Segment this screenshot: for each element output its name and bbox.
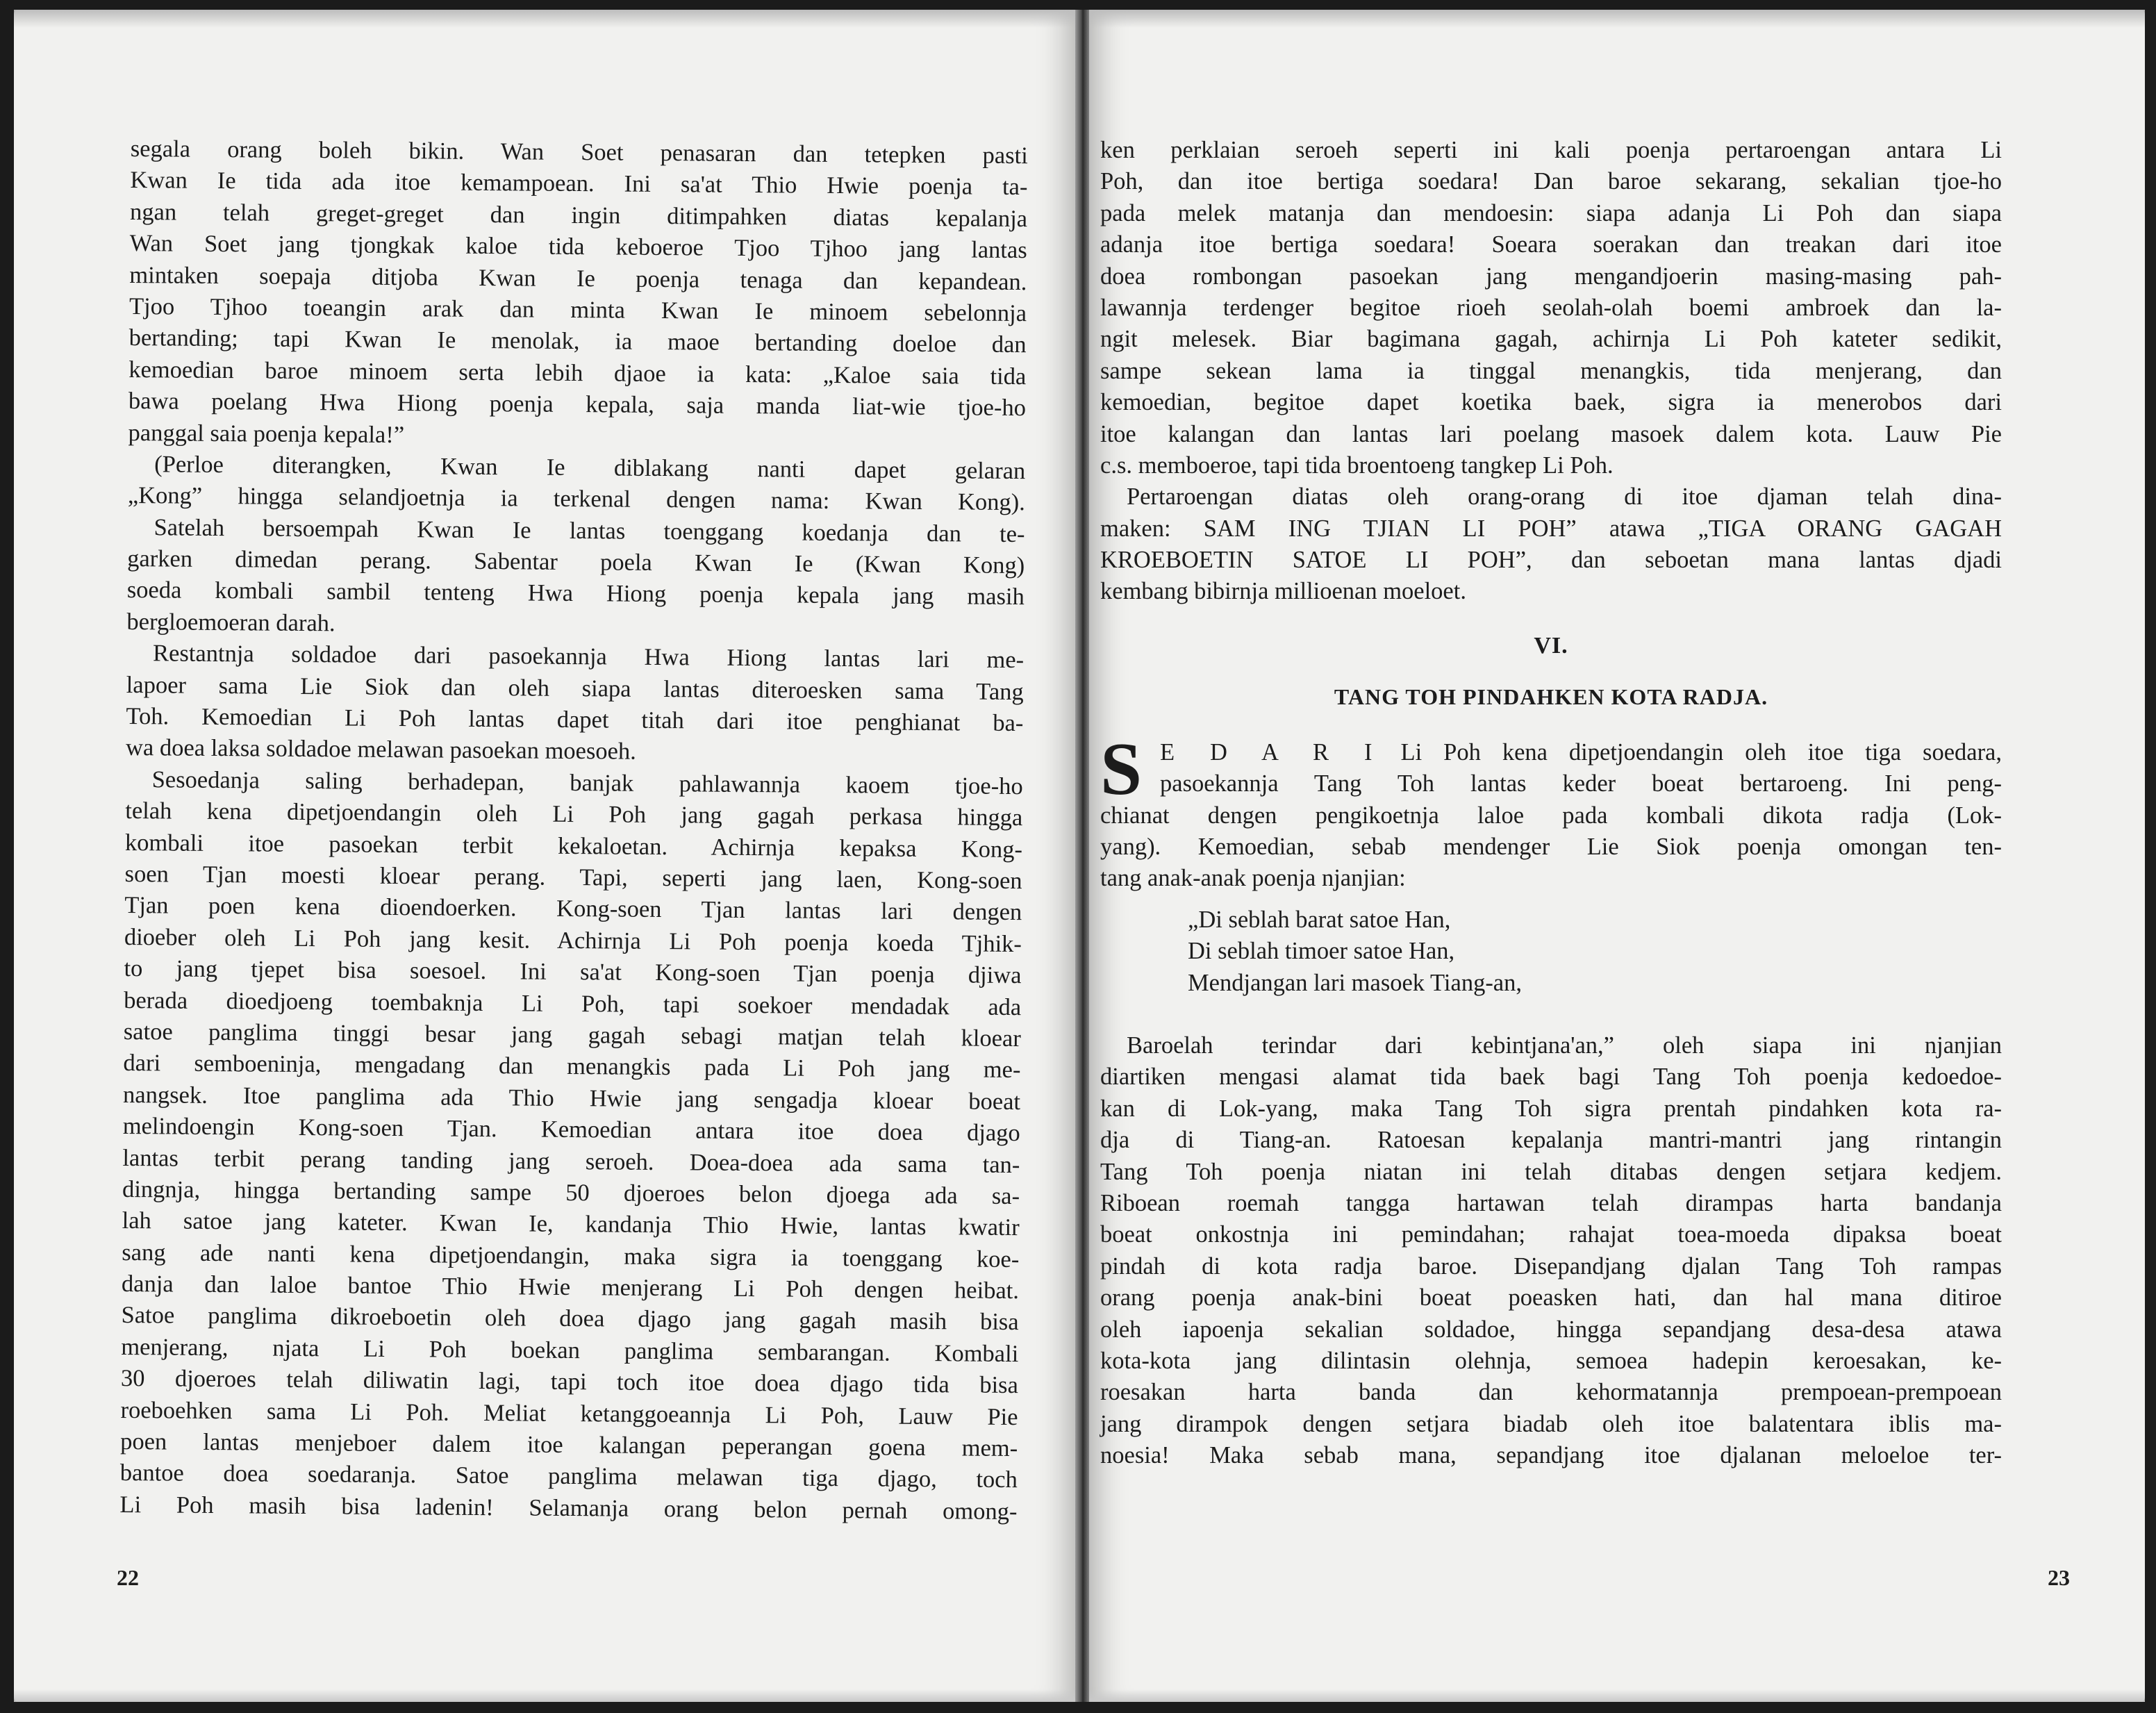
text-line: noesia! Maka sebab mana, sepandjang itoe djalanan meloeloe ter- <box>1100 1442 2002 1469</box>
text-line: roeboehken sama Li Poh. Meliat ketanggoeannja Li Poh, Lauw Pie <box>120 1396 1018 1430</box>
text-line: to jang tjepet bisa soesoel. Ini sa'at Kong-soen Tjan poenja djiwa <box>124 955 1022 989</box>
text-line: „Kong” hingga selandjoetnja ia terkenal dengen nama: Kwan Kong). <box>127 482 1026 516</box>
text-line: Restantnja soldadoe dari pasoekannja Hwa Hiong lantas lari me- <box>152 640 1025 674</box>
text-line: tang anak-anak poenja njanjian: <box>1100 865 1406 892</box>
text-line: yang). Kemoedian, sebab mendenger Lie Siok poenja omongan ten- <box>1100 834 2002 861</box>
text-line: soeda kombali sambil tenteng Hwa Hiong poenja kepala jang masih <box>126 577 1025 611</box>
text-line <box>1100 737 2002 768</box>
text-line: lantas terbit perang tanding jang seroeh. Doea-doea ada sama tan- <box>122 1144 1020 1178</box>
spacer <box>1100 999 2002 1030</box>
text-line: maken: SAM ING TJIAN LI POH” atawa „TIGA ORANG GAGAH <box>1100 515 2002 542</box>
verse-line: Di seblah timoer satoe Han, <box>1188 938 1455 965</box>
text-line: pindah di kota radja baroe. Disepandjang djalan Tang Toh rampas <box>1100 1252 2002 1280</box>
left-page-text <box>119 133 1028 1528</box>
text-line: Tjan poen kena dioendoerken. Kong-soen Tjan lantas lari dengen <box>124 892 1022 926</box>
text-line: melindoengin Kong-soen Tjan. Kemoedian antara itoe doea djago <box>122 1113 1020 1147</box>
text-line: bergloemoeran darah. <box>126 608 335 637</box>
text-line: sang ade nanti kena dipetjoendangin, maka sigra ia toenggang koe- <box>122 1239 1020 1273</box>
text-line: kan di Lok-yang, maka Tang Toh sigra prentah pindahken kota ra- <box>1100 1095 2002 1122</box>
text-line: panggal saia poenja kepala!” <box>128 419 405 448</box>
text-line: menjerang, njata Li Poh boekan panglima sembarangan. Kombali <box>121 1333 1019 1367</box>
text-line: jang dirampok dengen setjara biadab oleh itoe balatentara iblis ma- <box>1100 1410 2002 1437</box>
text-line: dja di Tiang-an. Ratoesan kepalanja mantri-mantri jang rintangin <box>1100 1127 2002 1154</box>
text-line: Tang Toh poenja niatan ini telah ditabas dengen setjara kedjem. <box>1100 1158 2002 1185</box>
text-line: kemoedian baroe minoem serta lebih djaoe ia kata: „Kaloe saia tida <box>128 356 1027 390</box>
text-line: Satoe panglima dikroeboetin oleh doea djago jang gagah masih bisa <box>121 1302 1019 1336</box>
text-line: Baroelah terindar dari kebintjana'an,” oleh siapa ini njanjian <box>1127 1032 2002 1059</box>
text-line: soen Tjan moesti kloear perang. Tapi, seperti jang laen, Kong-soen <box>124 860 1022 895</box>
chapter-opening <box>1100 727 2002 811</box>
text-line: oleh iapoenja sekalian soldadoe, hingga sepandjang desa-desa atawa <box>1100 1316 2002 1343</box>
text-line: segala orang boleh bikin. Wan Soet penasaran dan tetepken pasti <box>130 135 1028 169</box>
text-line: sampe sekean lama ia tinggal menangkis, tida menjerang, dan <box>1100 357 2002 384</box>
spacer <box>1100 895 2002 904</box>
text-line: lapoer sama Lie Siok dan oleh siapa lantas diteroesken sama Tang <box>126 671 1024 705</box>
text-line: Satelah bersoempah Kwan Ie lantas toenggang koedanja dan te- <box>154 513 1025 547</box>
text-line: Pertaroengan diatas oleh orang-orang di itoe djaman telah dina- <box>1127 483 2002 511</box>
text-line: pasoekannja Tang Toh lantas keder boeat bertaroeng. Ini peng- <box>1160 770 2002 797</box>
text-line: dioeber oleh Li Poh jang kesit. Achirnja Li Poh poenja koeda Tjhik- <box>124 923 1022 957</box>
text-line: roesakan harta banda dan kehormatannja prempoean-prempoean <box>1100 1379 2002 1406</box>
text-line: satoe panglima tinggi besar jang gagah sebagi matjan telah kloear <box>123 1018 1021 1052</box>
text-line: itoe kalangan dan lantas lari poelang masoek dalem kota. Lauw Pie <box>1100 420 2002 447</box>
text-line: KROEBOETIN SATOE LI POH”, dan seboetan mana lantas djadi <box>1100 547 2002 574</box>
text-line: doea rombongan pasoekan jang mengandjoerin masing-masing pah- <box>1100 263 2002 290</box>
text-line: nangsek. Itoe panglima ada Thio Hwie jang sengadja kloear boeat <box>122 1081 1021 1115</box>
text-line: 30 djoeroes telah diliwatin lagi, tapi toch itoe doea djago tida bisa <box>120 1365 1019 1399</box>
left-page <box>14 10 1075 1702</box>
text-line: kombali itoe pasoekan terbit kekaloetan. Achirnja kepaksa Kong- <box>124 829 1023 863</box>
text-line: ngit melesek. Biar bagimana gagah, achirnja Li Poh kateter sedikit, <box>1100 326 2002 353</box>
text-line: kemoedian, begitoe dapet koetika baek, sigra ia menerobos dari <box>1100 389 2002 416</box>
text-line: bawa poelang Hwa Hiong poenja kepala, saja manda liat-wie tjoe-ho <box>128 388 1027 422</box>
text-line: Li Poh masih bisa ladenin! Selamanja orang belon pernah omong- <box>119 1491 1018 1525</box>
text-line: ken perklaian seroeh seperti ini kali poenja pertaroengan antara Li <box>1100 137 2002 163</box>
drop-cap: S <box>1100 727 1143 811</box>
text-line: c.s. memboeroe, tapi tida broentoeng tangkep Li Poh. <box>1100 452 1614 479</box>
page-number: 23 <box>2048 1565 2070 1590</box>
chapter-number: VI. <box>1534 632 1568 659</box>
text-line: Kwan Ie tida ada itoe kemampoean. Ini sa'at Thio Hwie poenja ta- <box>130 167 1028 201</box>
text-line: garken dimedan perang. Sabentar poela Kwan Ie (Kwan Kong) <box>127 545 1025 579</box>
verse-line: Mendjangan lari masoek Tiang-an, <box>1188 969 1522 996</box>
text-line: Sesoedanja saling berhadepan, banjak pahlawannja kaoem tjoe-ho <box>151 766 1023 800</box>
drop-cap-continuation: E D A R I <box>1160 738 1379 766</box>
text-segment: Li Poh kena dipetjoendangin oleh itoe tiga soedara, <box>1400 738 2002 766</box>
text-line: dingnja, hingga bertanding sampe 50 djoeroes belon djoega ada sa- <box>122 1175 1020 1209</box>
text-line: telah kena dipetjoendangin oleh Li Poh jang gagah perkasa hingga <box>125 797 1023 831</box>
text-line: chianat dengen pengikoetnja laloe pada kombali dikota radja (Lok- <box>1100 802 2002 829</box>
text-line: orang poenja anak-bini boeat poeasken hati, dan hal mana ditiroe <box>1100 1284 2002 1311</box>
text-line: bantoe doea soedaranja. Satoe panglima melawan tiga djago, toch <box>119 1459 1018 1493</box>
text-line: Toh. Kemoedian Li Poh lantas dapet titah dari itoe penghianat ba- <box>126 703 1024 737</box>
text-line: bertanding; tapi Kwan Ie menolak, ia maoe bertanding doeloe dan <box>128 324 1027 358</box>
text-line: wa doea laksa soldadoe melawan pasoekan moesoeh. <box>125 734 636 766</box>
text-line: boeat onkostnja ini pemindahan; rahajat toea-moeda dipaksa boeat <box>1100 1221 2002 1248</box>
text-line: pada melek matanja dan mendoesin: siapa adanja Li Poh dan siapa <box>1100 199 2002 226</box>
page-edge-shadow <box>14 10 1075 28</box>
text-line: kota-kota jang dilintasin olehnja, semoea hadepin keroesakan, ke- <box>1100 1347 2002 1374</box>
text-line: berada dioedjoeng toembaknja Li Poh, tapi soekoer mendadak ada <box>124 986 1022 1020</box>
book-gutter <box>1075 10 1089 1702</box>
page-number: 22 <box>117 1565 139 1590</box>
text-line: Wan Soet jang tjongkak kaloe tida keboeroe Tjoo Tjhoo jang lantas <box>129 230 1027 264</box>
text-line: danja dan laloe bantoe Thio Hwie menjerang Li Poh dengen heibat. <box>121 1271 1020 1305</box>
text-line: adanja itoe bertiga soedara! Soeara soerakan dan treakan dari itoe <box>1100 231 2002 258</box>
right-page-text <box>1100 135 2002 1471</box>
text-line: poen lantas menjeboer dalem itoe kalangan peperangan goena mem- <box>120 1428 1018 1462</box>
chapter-title: TANG TOH PINDAHKEN KOTA RADJA. <box>1334 684 1768 709</box>
right-page <box>1089 10 2145 1702</box>
text-line: lah satoe jang kateter. Kwan Ie, kandanja Thio Hwie, lantas kwatir <box>122 1207 1020 1241</box>
text-line: lawannja terdenger begitoe rioeh seolah-olah boemi ambroek dan la- <box>1100 294 2002 321</box>
text-line: ngan telah greget-greget dan ingin ditimpahken diatas kepalanja <box>129 198 1028 232</box>
text-line: dari semboeninja, mengadang dan menangkis pada Li Poh jang me- <box>123 1050 1021 1084</box>
text-line: Poh, dan itoe bertiga soedara! Dan baroe sekarang, sekalian tjoe-ho <box>1100 168 2002 195</box>
page-edge-shadow <box>14 1689 1075 1702</box>
text-line: (Perloe diterangken, Kwan Ie diblakang nanti dapet gelaran <box>154 451 1026 485</box>
text-line: Tjoo Tjhoo toeangin arak dan minta Kwan Ie minoem sebelonnja <box>128 292 1027 327</box>
text-line: mintaken soepaja ditjoba Kwan Ie poenja tenaga dan kepandean. <box>129 261 1027 295</box>
text-line: diartiken mengasi alamat tida baek bagi Tang Toh poenja kedoedoe- <box>1100 1064 2002 1091</box>
text-line: kembang bibirnja millioenan moeloet. <box>1100 578 1466 605</box>
page-edge-shadow <box>1089 10 2145 28</box>
page-edge-shadow <box>1089 1689 2145 1702</box>
verse-line: „Di seblah barat satoe Han, <box>1188 906 1451 933</box>
text-line: Riboean roemah tangga hartawan telah dirampas harta bandanja <box>1100 1189 2002 1216</box>
